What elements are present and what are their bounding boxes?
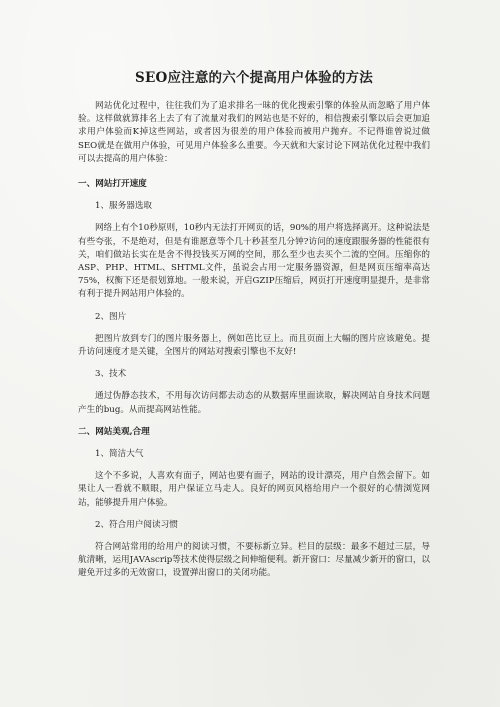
subheading-images: 2、图片 (95, 311, 127, 322)
paragraph-server: 网络上有个10秒原则，10秒内无法打开网页的话，90%的用户将选择离开。这种说法是有些夸张，不是绝对，但是有谁愿意等个几十秒甚至几分钟?访问的速度跟服务器的性能很有关，咱们做站长实在是舍不得投钱买万网的空间，那么至少也去买个二流的空间。压缩你的ASP、PHP、HTML、SHTML文件，虽说会占用一定服务器资源，但是网页压缩率高达75%，权衡下还是很划算地。一般来说，开启GZIP压缩后，网页打开速度明显提升，是非常有利于提升网站用户体验的。 (78, 223, 430, 300)
paragraph-images: 把图片放到专门的图片服务器上，例如芭比豆上。而且页面上大幅的图片应该避免。提升访问速度才是关键，全图片的网站对搜索引擎也不友好! (78, 333, 430, 358)
intro-paragraph: 网站优化过程中，往往我们为了追求排名一昧的优化搜索引擎的体验从而忽略了用户体验。这样做就算排名上去了有了流量对我们的网站也是不好的，相信搜索引擎以后会更加追求用户体验而K掉这些网站，或者因为很差的用户体验而被用户抛弃。不记得谁曾说过做SEO就是在做用户体验，可见用户体验多么重要。今天就和大家讨论下网站优化过程中我们可以去提高的用户体验： (78, 101, 430, 164)
section-heading-design: 二、网站美观,合理 (78, 426, 150, 437)
paragraph-reading-habits: 符合网站常用的给用户的阅读习惯，不要标新立异。栏目的层级：最多不超过三层，导航清晰，运用JAVAscrip等技术使得层级之间伸缩便利。新开窗口：尽量减少新开的窗口，以避免开过多的无效窗口，设置弹出窗口的关闭功能。 (78, 542, 431, 579)
section-heading-speed: 一、网站打开速度 (78, 179, 147, 190)
subheading-technology: 3、技术 (95, 369, 127, 380)
subheading-reading-habits: 2、符合用户阅读习惯 (95, 519, 178, 530)
paragraph-simple: 这个不多说，人喜欢有面子，网站也要有面子，网站的设计漂亮，用户自然会留下。如果让人一看就不顺眼，用户保证立马走人。良好的网页风格给用户一个很好的心情浏览网站，能够提升用户体验。 (78, 471, 430, 508)
subheading-server: 1、服务器选取 (95, 201, 153, 212)
paragraph-technology: 通过伪静态技术，不用每次访问都去动态的从数据库里面读取，解决网站自身技术问题产生的bug。从而提高网站性能。 (78, 391, 430, 415)
subheading-simple: 1、简洁大气 (95, 449, 144, 460)
document-title: SEO应注意的六个提高用户体验的方法 (135, 70, 373, 86)
